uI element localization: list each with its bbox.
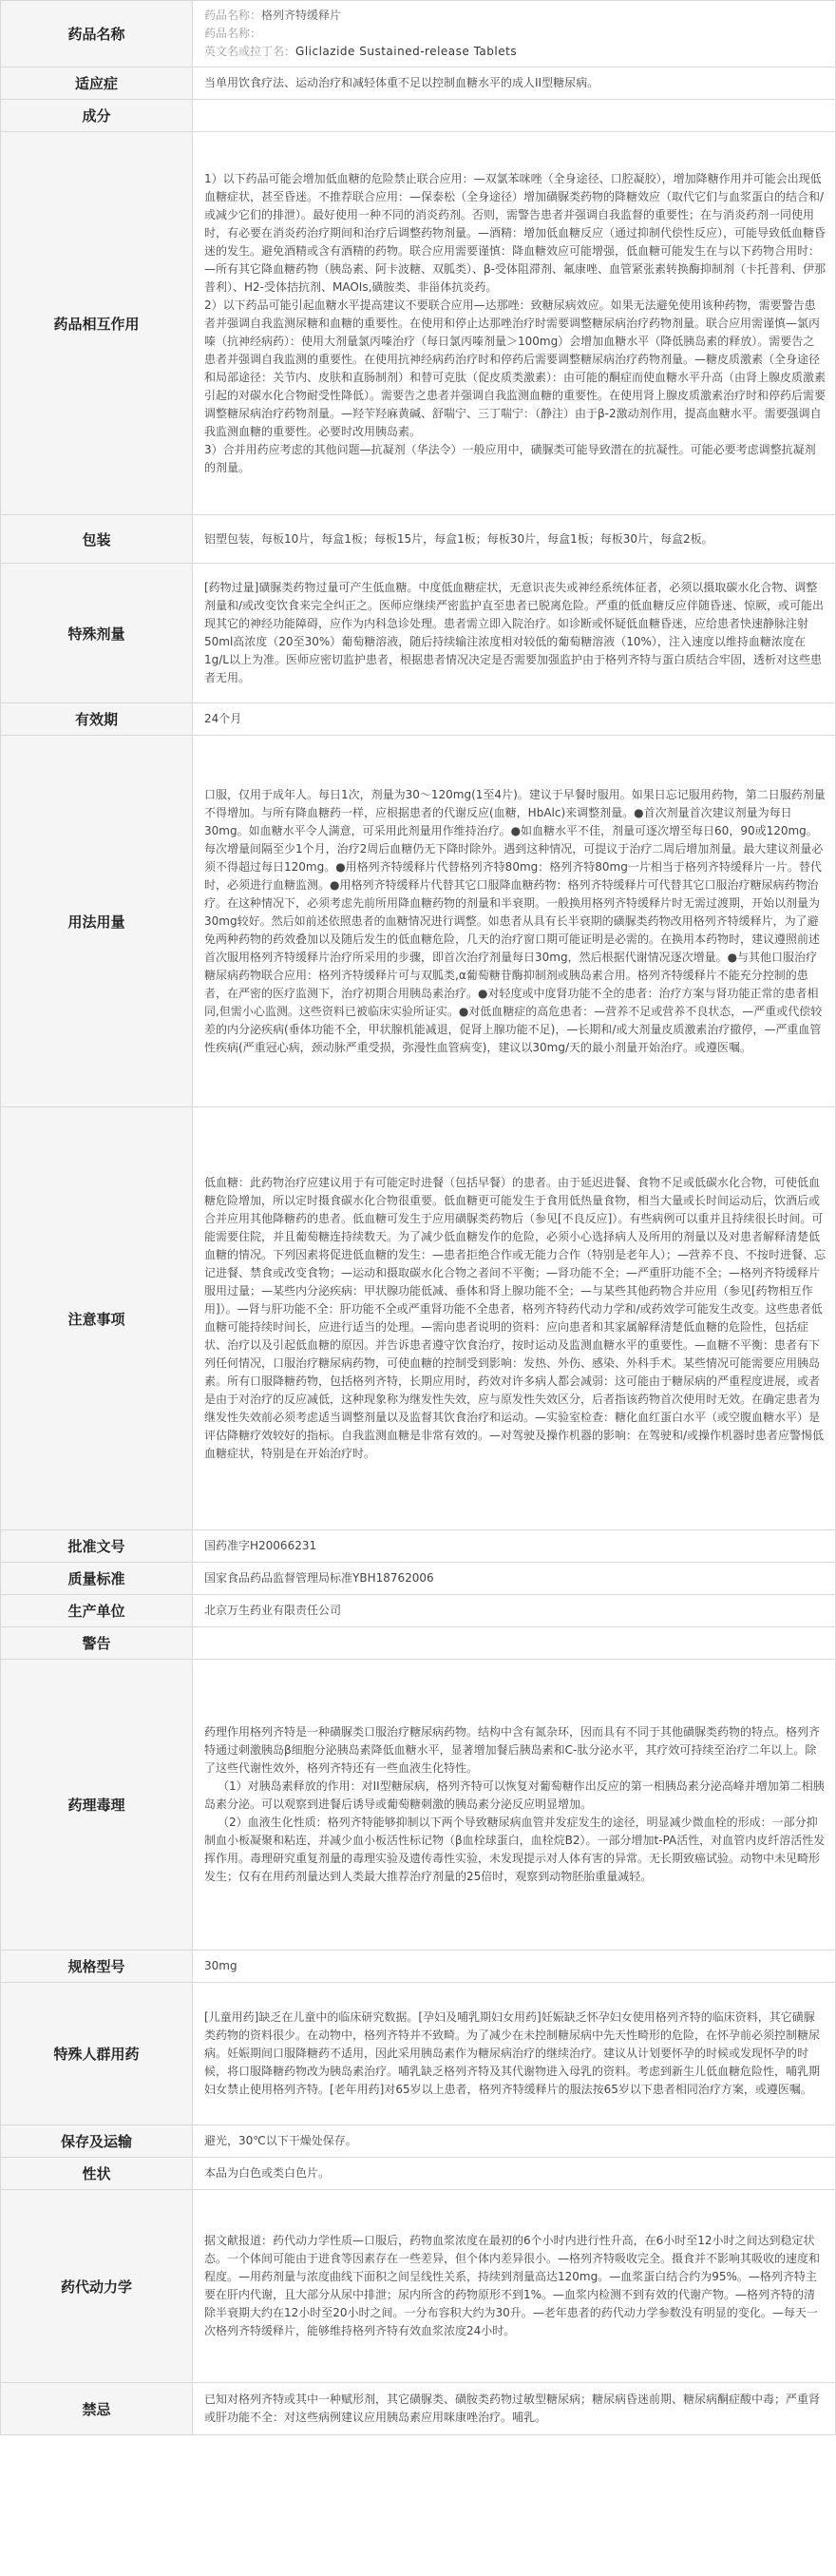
value-contraindications: [193, 2383, 836, 2435]
label-indication: 适应症: [1, 67, 193, 100]
label-storage: 保存及运输: [1, 2125, 193, 2158]
label-validity: 有效期: [1, 703, 193, 736]
drug-info-rows: [1, 1, 836, 2435]
paragraph: 本品为白色或类白色片。: [204, 2166, 331, 2180]
paragraph: 2）以下药品可能引起血糖水平提高建议不要联合应用—达那唑：致糖尿病效应。如果无法避免使用该种药物，需要警告患者并强调自我监测尿糖和血糖的重要性。在使用和停止达那唑治疗时需要调整糖尿病治疗药物剂量。联合应用需谨慎—氯丙嗪（抗神经病药）：使用大剂量氯丙嗪治疗（每日氯丙嗪剂量＞100mg）会增加血糖水平（降低胰岛素的释放）。需要告之患者并强调自我监测的重要性。在使用抗神经病药治疗时和停药后需要调整糖尿病治疗药物剂量。—糖皮质激素（全身途径和局部途径：关节内、皮肤和直肠制剂）和替可克肽（促皮质类激素）：由可能的酮症而使血糖水平升高（由肾上腺皮质激素引起的对碳水化合物耐受性降低）。需要告之患者并强调自我监测血糖的重要性。在使用肾上腺皮质激素治疗时和停药后需要调整糖尿病治疗药物剂量。—羟苄羟麻黄碱、舒喘宁、三丁喘宁：（静注）由于β-2激动剂作用，提高血糖水平。需要强调自我监测血糖的重要性。必要时改用胰岛素。: [204, 298, 826, 438]
row-storage: [1, 2125, 836, 2158]
label-dosage: 用法用量: [1, 736, 193, 1107]
value-precautions: [193, 1107, 836, 1530]
row-standard: [1, 1563, 836, 1595]
name-key: 药品名称：: [204, 27, 262, 40]
paragraph: 口服，仅用于成年人。每日1次，剂量为30～120mg(1至4片)。建议于早餐时服用。如果日忘记服用药物，第二日服药剂量不得增加。与所有降血糖药一样，应根据患者的代谢反应(血糖，HbAlc)来调整剂量。●首次剂量首次建议剂量为每日30mg。如血糖水平令人满意，可采用此剂量用作维持治疗。●如血糖水平不佳，剂量可逐次增至每日60，90或120mg。每次增量间隔至少1个月，治疗2周后血糖仍无下降时除外。遇到这种情况，可提议于治疗二周后增加剂量。最大建议剂量必须不得超过每日120mg。●用格列齐特缓释片代替格列齐特80mg：格列齐特80mg一片相当于格列齐特缓释片一片。替代时，必须进行血糖监测。●用格列齐特缓释片代替其它口服降血糖药物：格列齐特缓释片可代替其它口服治疗糖尿病药物治疗。在这种情况下，必须考虑先前所用降血糖药物的剂量和半衰期。一般换用格列齐特缓释片时无需过渡期，开始以剂量为30mg较好。然后如前述依照患者的血糖情况进行调整。如患者从具有长半衰期的磺脲类药物改用格列齐特缓释片，为了避免两种药物的药效叠加以及随后发生的低血糖危险，几天的治疗窗口期可能证明是必需的。在换用本药物时，建议遵照前述首次服用格列齐特缓释片治疗所采用的步骤，即首次治疗剂量每日30mg，然后根据代谢情况逐次增量。●与其他口服治疗糖尿病药物联合应用：格列齐特缓释片可与双胍类,α葡萄糖苷酶抑制剂或胰岛素合用。格列齐特缓释片不能充分控制的患者，在严密的医疗监测下，治疗初期合用胰岛素治疗。●对轻度或中度肾功能不全的患者：治疗方案与肾功能正常的患者相同,但需小心监测。这些资料已被临床实验所证实。●对低血糖症的高危患者：—营养不足或营养不良状态，—严重或代偿较差的内分泌疾病(垂体功能不全，甲状腺机能减退，促肾上腺功能不足)，—长期和/或大剂量皮质激素治疗撤停，—严重血管性疾病(严重冠心病，颈动脉严重受损，弥漫性血管病变)，建议以30mg/天的最小剂量开始治疗。或遵医嘱。: [204, 787, 826, 1054]
value-interactions: [193, 132, 836, 515]
label-manufacturer: 生产单位: [1, 1595, 193, 1627]
value-standard: [193, 1563, 836, 1595]
name-line: [204, 7, 826, 25]
label-approval: 批准文号: [1, 1530, 193, 1563]
paragraph: [儿童用药]缺乏在儿童中的临床研究数据。[孕妇及哺乳期妇女用药]妊娠缺乏怀孕妇女使用格列齐特的临床资料，其它磺脲类药物的资料很少。在动物中，格列齐特并不致畸。为了减少在未控制糖尿病中先天性畸形的危险，在怀孕前必须控制糖尿病。妊娠期间口服降糖药不适用，因此采用胰岛素作为糖尿病治疗的继续治疗。建议从计划要怀孕的时候或发现怀孕的时候，将口服降糖药物改为胰岛素治疗。哺乳缺乏格列齐特及其代谢物进入母乳的资料。考虑到新生儿低血糖危险性，哺乳期妇女禁止使用格列齐特。[老年用药]对65岁以上患者，格列齐特缓释片的服法按65岁以下患者相同治疗方案，或遵医嘱。: [204, 2010, 821, 2096]
label-warning: 警告: [1, 1627, 193, 1660]
name-line: [204, 25, 826, 43]
paragraph: 当单用饮食疗法、运动治疗和减轻体重不足以控制血糖水平的成人II型糖尿病。: [204, 76, 599, 89]
row-pharmacokinetics: [1, 2190, 836, 2383]
value-special_groups: [193, 1983, 836, 2125]
value-storage: [193, 2125, 836, 2158]
name-value: 格列齐特缓释片: [261, 9, 342, 22]
label-spec: 规格型号: [1, 1951, 193, 1983]
label-pharmacokinetics: 药代动力学: [1, 2190, 193, 2383]
row-approval: [1, 1530, 836, 1563]
paragraph: 24个月: [204, 712, 242, 725]
row-precautions: [1, 1107, 836, 1530]
row-interactions: [1, 132, 836, 515]
row-warning: [1, 1627, 836, 1660]
label-special_groups: 特殊人群用药: [1, 1983, 193, 2125]
paragraph: 据文献报道：药代动力学性质—口服后，药物血浆浓度在最初的6个小时内进行性升高，在6小时至12小时之间达到稳定状态。一个体间可能由于进食等因素存在一些差异，但个体内差异很小。—格列齐特吸收完全。摄食并不影响其吸收的速度和程度。—用药剂量与浓度曲线下面积之间呈线性关系，持续到剂量高达120mg。—血浆蛋白结合约为95%。—格列齐特主要在肝内代谢，且大部分从尿中排泄；尿内所含的药物原形不到1%。—血浆内检测不到有效的代谢产物。—格列齐特的清除半衰期大约在12小时至20小时之间。一分布容积大约为30升。—老年患者的药代动力学参数没有明显的变化。—每天一次格列齐特缓释片，能够维持格列齐特有效血浆浓度24小时。: [204, 2234, 821, 2337]
value-manufacturer: [193, 1595, 836, 1627]
row-spec: [1, 1951, 836, 1983]
row-validity: [1, 703, 836, 736]
value-warning: [193, 1627, 836, 1660]
label-ingredients: 成分: [1, 100, 193, 132]
row-pharmacology: [1, 1660, 836, 1951]
label-standard: 质量标准: [1, 1563, 193, 1595]
label-overdose: 特殊剂量: [1, 564, 193, 703]
name-key: 英文名或拉丁名：: [204, 45, 296, 58]
row-ingredients: [1, 100, 836, 132]
paragraph: 3）合并用药应考虑的其他问题—抗凝剂（华法令）一般应用中，磺脲类可能导致潜在的抗凝性。可能必要考虑调整抗凝剂的剂量。: [204, 442, 816, 474]
paragraph: （1）对胰岛素释放的作用：对II型糖尿病，格列齐特可以恢复对葡萄糖作出反应的第一相胰岛素分泌高峰并增加第二相胰岛素分泌。可以观察到进餐后诱导或葡萄糖刺激的胰岛素分泌反应明显增加。: [204, 1779, 825, 1811]
label-contraindications: 禁忌: [1, 2383, 193, 2435]
paragraph: 低血糖：此药物治疗应建议用于有可能定时进餐（包括早餐）的患者。由于延迟进餐、食物不足或低碳水化合物，可使低血糖危险增加，所以定时摄食碳水化合物很重要。低血糖更可能发生于食用低热量食物，相当大量或长时间运动后，饮酒后或合并应用其他降糖药的患者。低血糖可发生于应用磺脲类药物后（参见[不良反应]）。有些病例可以重并且持续很长时间。可能需要住院，并且葡萄糖连持续数天。为了减少低血糖发作的危险，必须小心选择病人及所用的剂量以及对患者解释清楚低血糖的情况。下列因素将促进低血糖的发生：—患者拒绝合作或无能力合作（特别是老年人）；—营养不良、不按时进餐、忘记进餐、禁食或改变食物；—运动和摄取碳水化合物之者间不平衡；—肾功能不全；—严重肝功能不全；—格列齐特缓释片服用过量；—某些内分泌疾病：甲状腺功能低减、垂体和肾上腺功能不全；—与某些其他药物合并应用（参见[药物相互作用]）。—肾与肝功能不全：肝功能不全或严重肾功能不全患者，格列齐特药代动力学和/或药效学可能发生改变。这些患者低血糖可能持续时间长，应进行适当的处理。—需向患者说明的资料：应向患者和其家属解释清楚低血糖的危险性，包括症状、治疗以及引起低血糖的原因。并告诉患者遵守饮食治疗，按时运动及监测血糖水平的重要性。—血糖不平衡：患者有下列任何情况，口服治疗糖尿病药物，可使血糖的控制受到影响：发热、外伤、感染、外科手术。某些情况可能需要应用胰岛素。所有口服降糖药物，包括格列齐特，长期应用时，药效对许多病人都会减弱：这可能由于糖尿病的严重程度进展，或者是由于对治疗的反应减低，这种现象称为继发性失效，应与原发性失效区分，后者指该药物首次使用时无效。在确定患者为继发性失效前必须考虑适当调整剂量以及监督其饮食治疗和运动。—实验室检查：糖化血红蛋白水平（或空腹血糖水平）是评估降糖疗效较好的指标。自我监测血糖是非常有效的。—对驾驶及操作机器的影响：在驾驶和/或操作机器时患者应警惕低血糖症状，特别是在开始治疗时。: [204, 1176, 826, 1460]
row-character: [1, 2158, 836, 2190]
value-pharmacokinetics: [193, 2190, 836, 2383]
value-character: [193, 2158, 836, 2190]
row-contraindications: [1, 2383, 836, 2435]
paragraph: 30mg: [204, 1959, 238, 1972]
name-line: [204, 43, 826, 61]
row-package: [1, 515, 836, 564]
paragraph: 国药准字H20066231: [204, 1539, 317, 1552]
value-name: [193, 1, 836, 67]
row-overdose: [1, 564, 836, 703]
paragraph: 国家食品药品监督管理局标准YBH18762006: [204, 1571, 434, 1585]
row-indication: [1, 67, 836, 100]
value-approval: [193, 1530, 836, 1563]
row-name: [1, 1, 836, 67]
name-value: Gliclazide Sustained-release Tablets: [295, 45, 518, 58]
value-pharmacology: [193, 1660, 836, 1951]
label-precautions: 注意事项: [1, 1107, 193, 1530]
value-dosage: [193, 736, 836, 1107]
label-interactions: 药品相互作用: [1, 132, 193, 515]
value-indication: [193, 67, 836, 100]
paragraph: 铝塑包装，每板10片，每盒1板；每板15片，每盒1板；每板30片，每盒1板；每板30片，每盒2板。: [204, 531, 713, 546]
paragraph: 1）以下药品可能会增加低血糖的危险禁止联合应用：—双氯苯咪唑（全身途径、口腔凝胶），增加降糖作用并可能会出现低血糖症状，甚至昏迷。不推荐联合应用：—保泰松（全身途径）增加磺脲类药物的降糖效应（取代它们与血浆蛋白的结合和/或减少它们的排泄）。最好使用一种不同的消炎药剂。否则，需警告患者并强调自我监督的重要性；在与消炎药剂一同使用时，有必要在消炎药治疗期间和治疗后调整药物剂量。—酒精：增加低血糖反应（通过抑制代偿性反应），可能导致低血糖昏迷的发生。避免酒精或含有酒精的药物。联合应用需要谨慎：降血糖效应可能增强，低血糖可能发生在与以下药物合用时：—所有其它降血糖药物（胰岛素、阿卡波糖、双胍类）、β-受体阻滞剂、氟康唑、血管紧张素转换酶抑制剂（卡托普利、伊那普利）、H2-受体拮抗剂、MAOIs,磺胺类、非甾体抗炎药。: [204, 171, 826, 294]
row-special_groups: [1, 1983, 836, 2125]
value-ingredients: [193, 100, 836, 132]
label-character: 性状: [1, 2158, 193, 2190]
value-package: [193, 515, 836, 564]
label-pharmacology: 药理毒理: [1, 1660, 193, 1951]
row-dosage: [1, 736, 836, 1107]
value-validity: [193, 703, 836, 736]
paragraph: （2）血液生化性质：格列齐特能够抑制以下两个导致糖尿病血管并发症发生的途径，明显减少微血栓的形成：一部分抑制血小板凝聚和粘连，并减少血小板活性标记物（β血栓球蛋白，血栓烷B2）。一部分增加t-PA活性，对血管内皮纤溶活性发挥作用。毒理研究重复剂量的毒理实验及遗传毒性实验，未发现提示对人体有害的异常。无长期致癌试验。动物中未见畸形发生；仅有在用药剂量达到人类最大推荐治疗剂量的25倍时，观察到动物胚胎重量减轻。: [204, 1816, 826, 1883]
paragraph: 药理作用格列齐特是一种磺脲类口服治疗糖尿病药物。结构中含有氮杂环，因而具有不同于其他磺脲类药物的特点。格列齐特通过刺激胰岛β细胞分泌胰岛素降低血糖水平，显著增加餐后胰岛素和C-肽分泌水平，其疗效可持续至治疗二年以上。除了这些代谢性效外，格列齐特还有一些血液生化特性。: [204, 1725, 821, 1775]
paragraph: 避光，30℃以下干燥处保存。: [204, 2134, 357, 2147]
paragraph: 北京万生药业有限责任公司: [204, 1604, 342, 1617]
name-key: 药品名称：: [204, 9, 262, 22]
value-spec: [193, 1951, 836, 1983]
label-name: 药品名称: [1, 1, 193, 67]
value-overdose: [193, 564, 836, 703]
row-manufacturer: [1, 1595, 836, 1627]
paragraph: 已知对格列齐特或其中一种赋形剂，其它磺脲类、磺胺类药物过敏型糖尿病；糖尿病昏迷前期、糖尿病酮症酸中毒；严重肾或肝功能不全：对这些病例建议应用胰岛素应用咪康唑治疗。哺乳。: [204, 2393, 821, 2424]
paragraph: [药物过量]磺脲类药物过量可产生低血糖。中度低血糖症状，无意识丧失或神经系统体征者，必须以摄取碳水化合物、调整剂量和/或改变饮食来完全纠正之。医师应继续严密监护直至患者已脱离危险。严重的低血糖反应伴随昏迷、惊厥，或可能出现其它的神经功能障碍，应作为内科急诊处理。患者需立即入院治疗。如诊断或怀疑低血糖昏迷，应给患者快速静脉注射50ml高浓度（20至30%）葡萄糖溶液，随后持续输注浓度相对较低的葡萄糖溶液（10%），注入速度以维持血糖浓度在1g/L以上为准。医师应密切监护患者，根据患者情况决定是否需要加强监护由于格列齐特与蛋白质结合牢固，透析对这些患者无用。: [204, 581, 825, 684]
label-package: 包装: [1, 515, 193, 564]
